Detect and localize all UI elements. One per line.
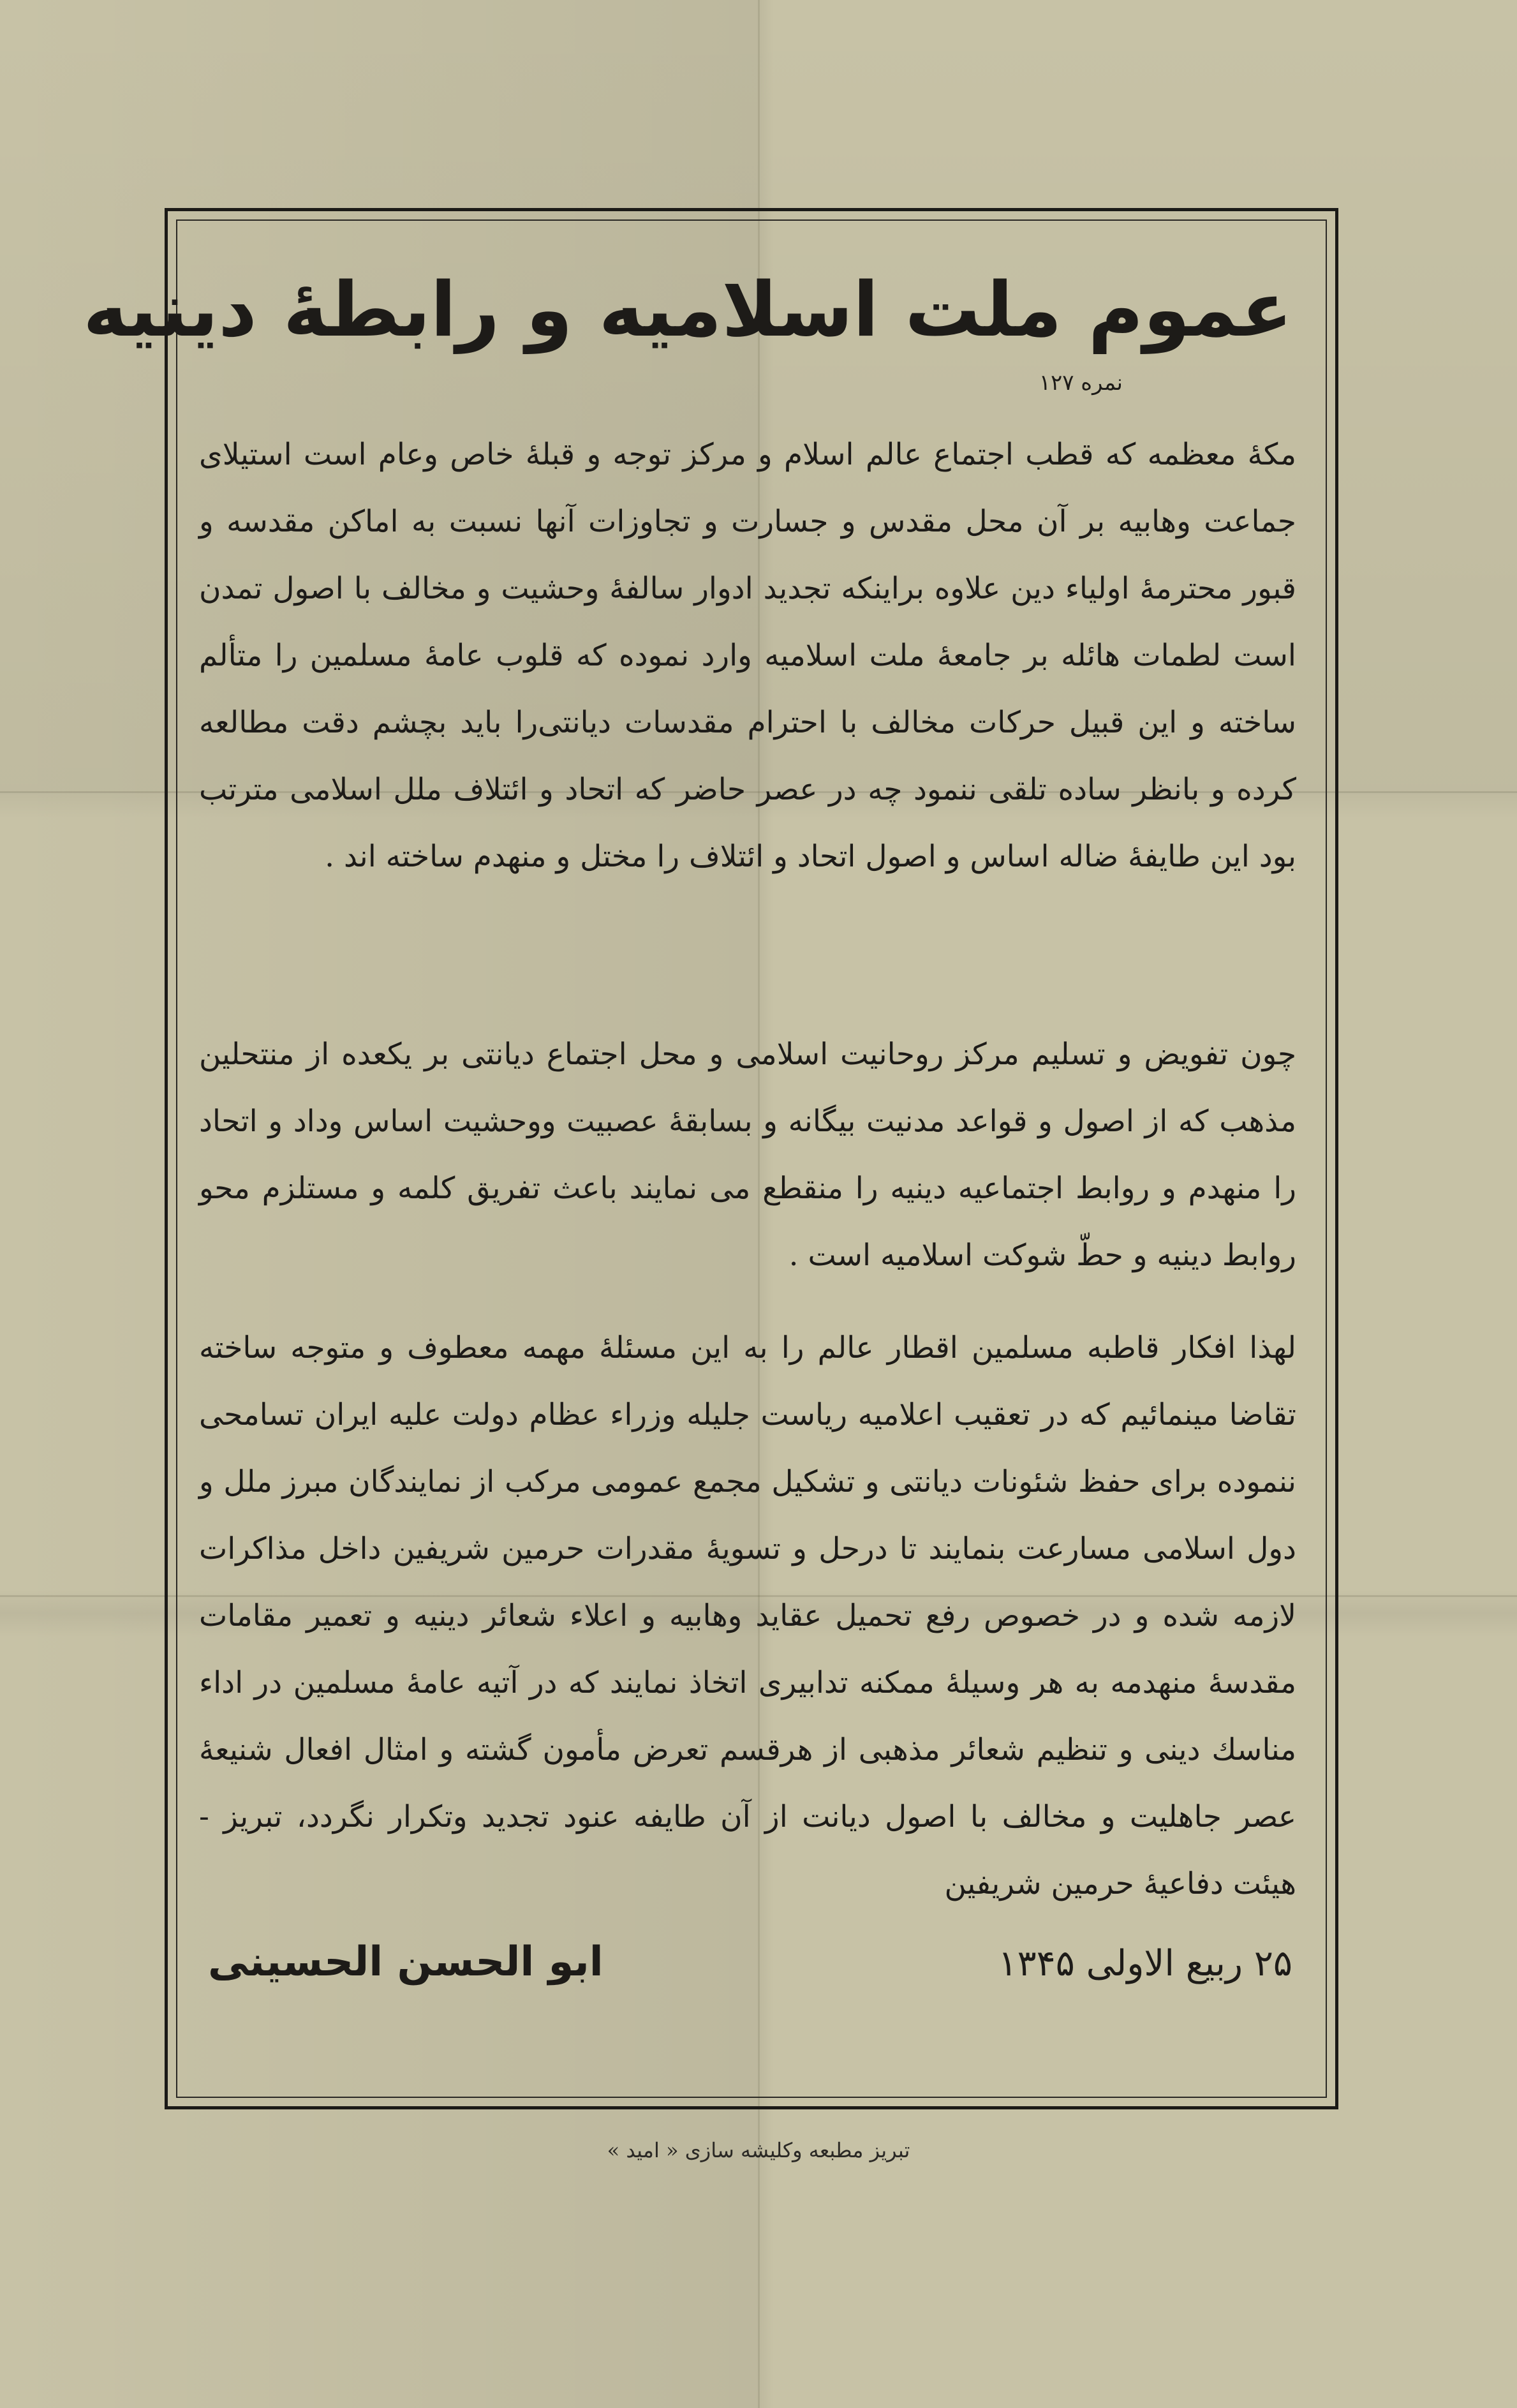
document-title: عموم ملت اسلامیه و رابطهٔ دینیه — [83, 265, 1292, 353]
signer-name: ابو الحسن الحسینی — [208, 1938, 603, 1986]
document-date: ۲۵ ربیع الاولی ۱۳۴۵ — [998, 1943, 1292, 1984]
printer-imprint: تبریز مطبعه وکلیشه سازی « امید » — [607, 2138, 910, 2162]
signature-line — [208, 1933, 1292, 1991]
paragraph-2: چون تفویض و تسلیم مرکز روحانیت اسلامی و محل اجتماع دیانتی بر یکعده از منتحلین مذهب که از اصول و قواعد مدنیت بیگانه و بسابقهٔ عصبیت ووحشیت اساس وداد و اتحاد را منهدم و روابط اجتماعیه دینیه را منقطع می نمایند باعث تفریق کلمه و مستلزم محو روابط دینیه و حطّ شوکت اسلامیه است . — [199, 1037, 1296, 1273]
document-body — [83, 242, 1312, 2093]
paragraph-1: مکهٔ معظمه که قطب اجتماع عالم اسلام و مرکز توجه و قبلهٔ خاص وعام است استیلای جماعت وهابیه بر آن محل مقدس و جسارت و تجاوزات آنها نسبت به اماکن مقدسه و قبور محترمهٔ اولیاء دین علاوه براینکه تجدید ادوار سالفهٔ وحشیت و مخالف با اصول تمدن است لطمات هائله بر جامعهٔ ملت اسلامیه وارد نموده که قلوب عامهٔ مسلمین را متألم ساخته و این قبیل حرکات مخالف با احترام مقدسات دیانتی‌را باید بچشم دقت مطالعه کرده و بانظر ساده تلقی ننمود چه در عصر حاضر که اتحاد و ائتلاف ملل اسلامی مترتب بود این طایفهٔ ضاله اساس و اصول اتحاد و ائتلاف را مختل و منهدم ساخته اند . — [199, 437, 1296, 874]
document-number: نمره ۱۲۷ — [1039, 370, 1123, 396]
paragraph-3: لهذا افکار قاطبه مسلمین اقطار عالم را به این مسئلهٔ مهمه معطوف و متوجه ساخته تقاضا مینمائیم که در تعقیب اعلامیه ریاست جلیله وزراء عظام دولت علیه ایران تسامحی ننموده برای حفظ شئونات دیانتی و تشکیل مجمع عمومی مرکب از نمایندگان مبرز ملل و دول اسلامی مسارعت بنمایند تا درحل و تسویهٔ مقدرات حرمین شریفین داخل مذاکرات لازمه شده و در خصوص رفع تحمیل عقاید وهابیه و اعلاء شعائر دینیه و تعمیر مقامات مقدسهٔ منهدمه به هر وسیلهٔ ممکنه تدابیری اتخاذ نمایند که در آتیه عامهٔ مسلمین در اداء مناسك دینی و تنظیم شعائر مذهبی از هرقسم تعرض مأمون گشته و امثال افعال شنیعهٔ عصر جاهلیت و مخالف با اصول دیانت از آن طایفه عنود تجدید وتکرار نگردد، تبریز - هیئت دفاعیهٔ حرمین شریفین — [199, 1330, 1296, 1901]
